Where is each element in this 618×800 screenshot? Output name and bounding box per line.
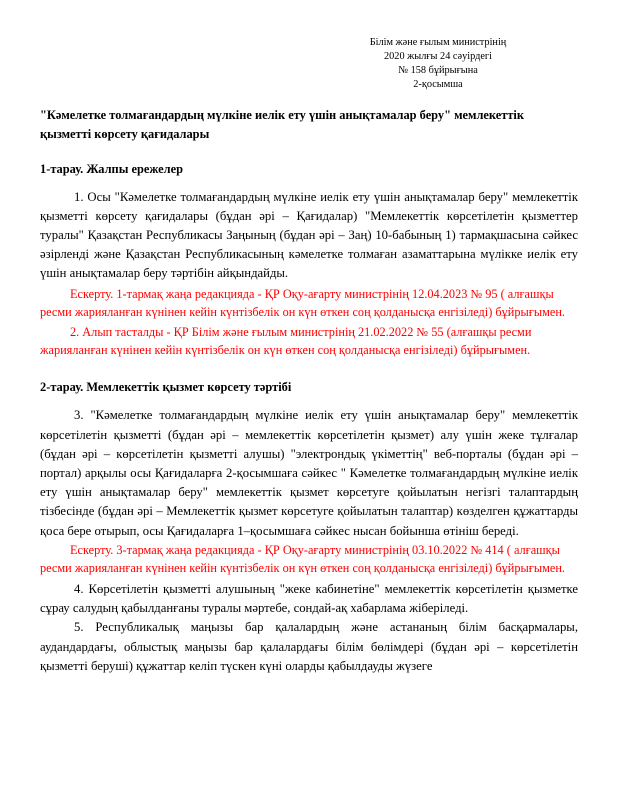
chapter-2-heading: 2-тарау. Мемлекеттік қызмет көрсету тәртібі xyxy=(40,379,292,394)
reference-block xyxy=(40,36,578,92)
paragraph-5: 5. Республикалық маңызы бар қалалардың және астананың білім басқармалары, аудандардағы, облыстық маңызы бар қалалардағы білім бөлімдері (бұдан әрі – көрсетілетін қызметті беруші) құжаттар келіп түскен күні оларды қабылдауды жүзеге xyxy=(40,620,578,673)
amendment-note-3: Ескерту. 3-тармақ жаңа редакцияда - ҚР Оқу-ағарту министрінің 03.10.2022 № 414 ( алғашқы ресми жарияланған күнінен кейін күнтізбелік он күн өткен соң қолданысқа енгізіледі) бұйрығымен. xyxy=(40,542,565,576)
amendment-note-2: 2. Алып тасталды - ҚР Білім және ғылым министрінің 21.02.2022 № 55 (алғашқы ресми жарияланған күнінен кейін күнтізбелік он күн өткен соң қолданысқа енгізіледі) бұйрығымен. xyxy=(40,324,532,358)
amendment-note-1: Ескерту. 1-тармақ жаңа редакцияда - ҚР Оқу-ағарту министрінің 12.04.2023 № 95 ( алғашқы ресми жарияланған күнінен кейін күнтізбелік он күн өткен соң қолданысқа енгізіледі) бұйрығымен. xyxy=(40,286,565,320)
paragraph-3: 3. "Кәмелетке толмағандардың мүлкіне иелік ету үшін анықтамалар беру" мемлекеттік көрсетілетін қызметті (бұдан әрі – мемлекеттік көрсетілетін қызмет) алу үшін жеке тұлғалар (бұдан әрі – көрсетілетін қызметті алушы) "электрондық үкіметтің" веб-порталы (бұдан әрі – портал) арқылы осы Қағидаларға 2-қосымшаға сәйкес " Кәмелетке толмағандардың мүлкіне иелік ету үшін анықтамалар беру" мемлекеттік қызмет көрсетуге қойылатын негізгі талаптардың тізбесінде (бұдан әрі – Мемлекеттік қызмет көрсетуге қойылатын талаптар) көзделген құжаттарды қоса бере отырып, осы Қағидаларға 1–қосымшаға сәйкес нысан бойынша өтініш береді. xyxy=(40,408,578,538)
reference-line-appendix: 2-қосымша xyxy=(413,79,463,91)
paragraph-4: 4. Көрсетілетін қызметті алушының "жеке кабинетіне" мемлекеттік көрсетілетін қызметке сұрау салудың қабылданғаны туралы мәртебе, сондай-ақ хабарлама жіберіледі. xyxy=(40,582,578,616)
reference-line-date: 2020 жылғы 24 сәуірдегі xyxy=(384,51,492,63)
chapter-1-heading: 1-тарау. Жалпы ережелер xyxy=(40,162,184,177)
reference-line-ministry: Білім және ғылым министрінің xyxy=(369,37,507,48)
page-title: "Кәмелетке толмағандардың мүлкіне иелік ету үшін анықтамалар беру" мемлекеттік қызметті көрсету қағидалары xyxy=(40,108,525,141)
paragraph-1: 1. Осы "Кәмелетке толмағандардың мүлкіне иелік ету үшін анықтамалар беру" мемлекеттік қызметті көрсету қағидалары (бұдан әрі – Қағидалар) "Мемлекеттік көрсетілетін қызметтер туралы" Қазақстан Республикасы Заңының (бұдан әрі – Заң) 10-бабының 1) тармақшасына сәйкес әзірленді және Қазақстан Республикасының кәмелетке толмаған азаматтарына мүлікке иелік ету үшін анықтамалар беру тәртібін айқындайды. xyxy=(40,189,578,281)
reference-line-order-number: № 158 бұйрығына xyxy=(398,65,478,77)
